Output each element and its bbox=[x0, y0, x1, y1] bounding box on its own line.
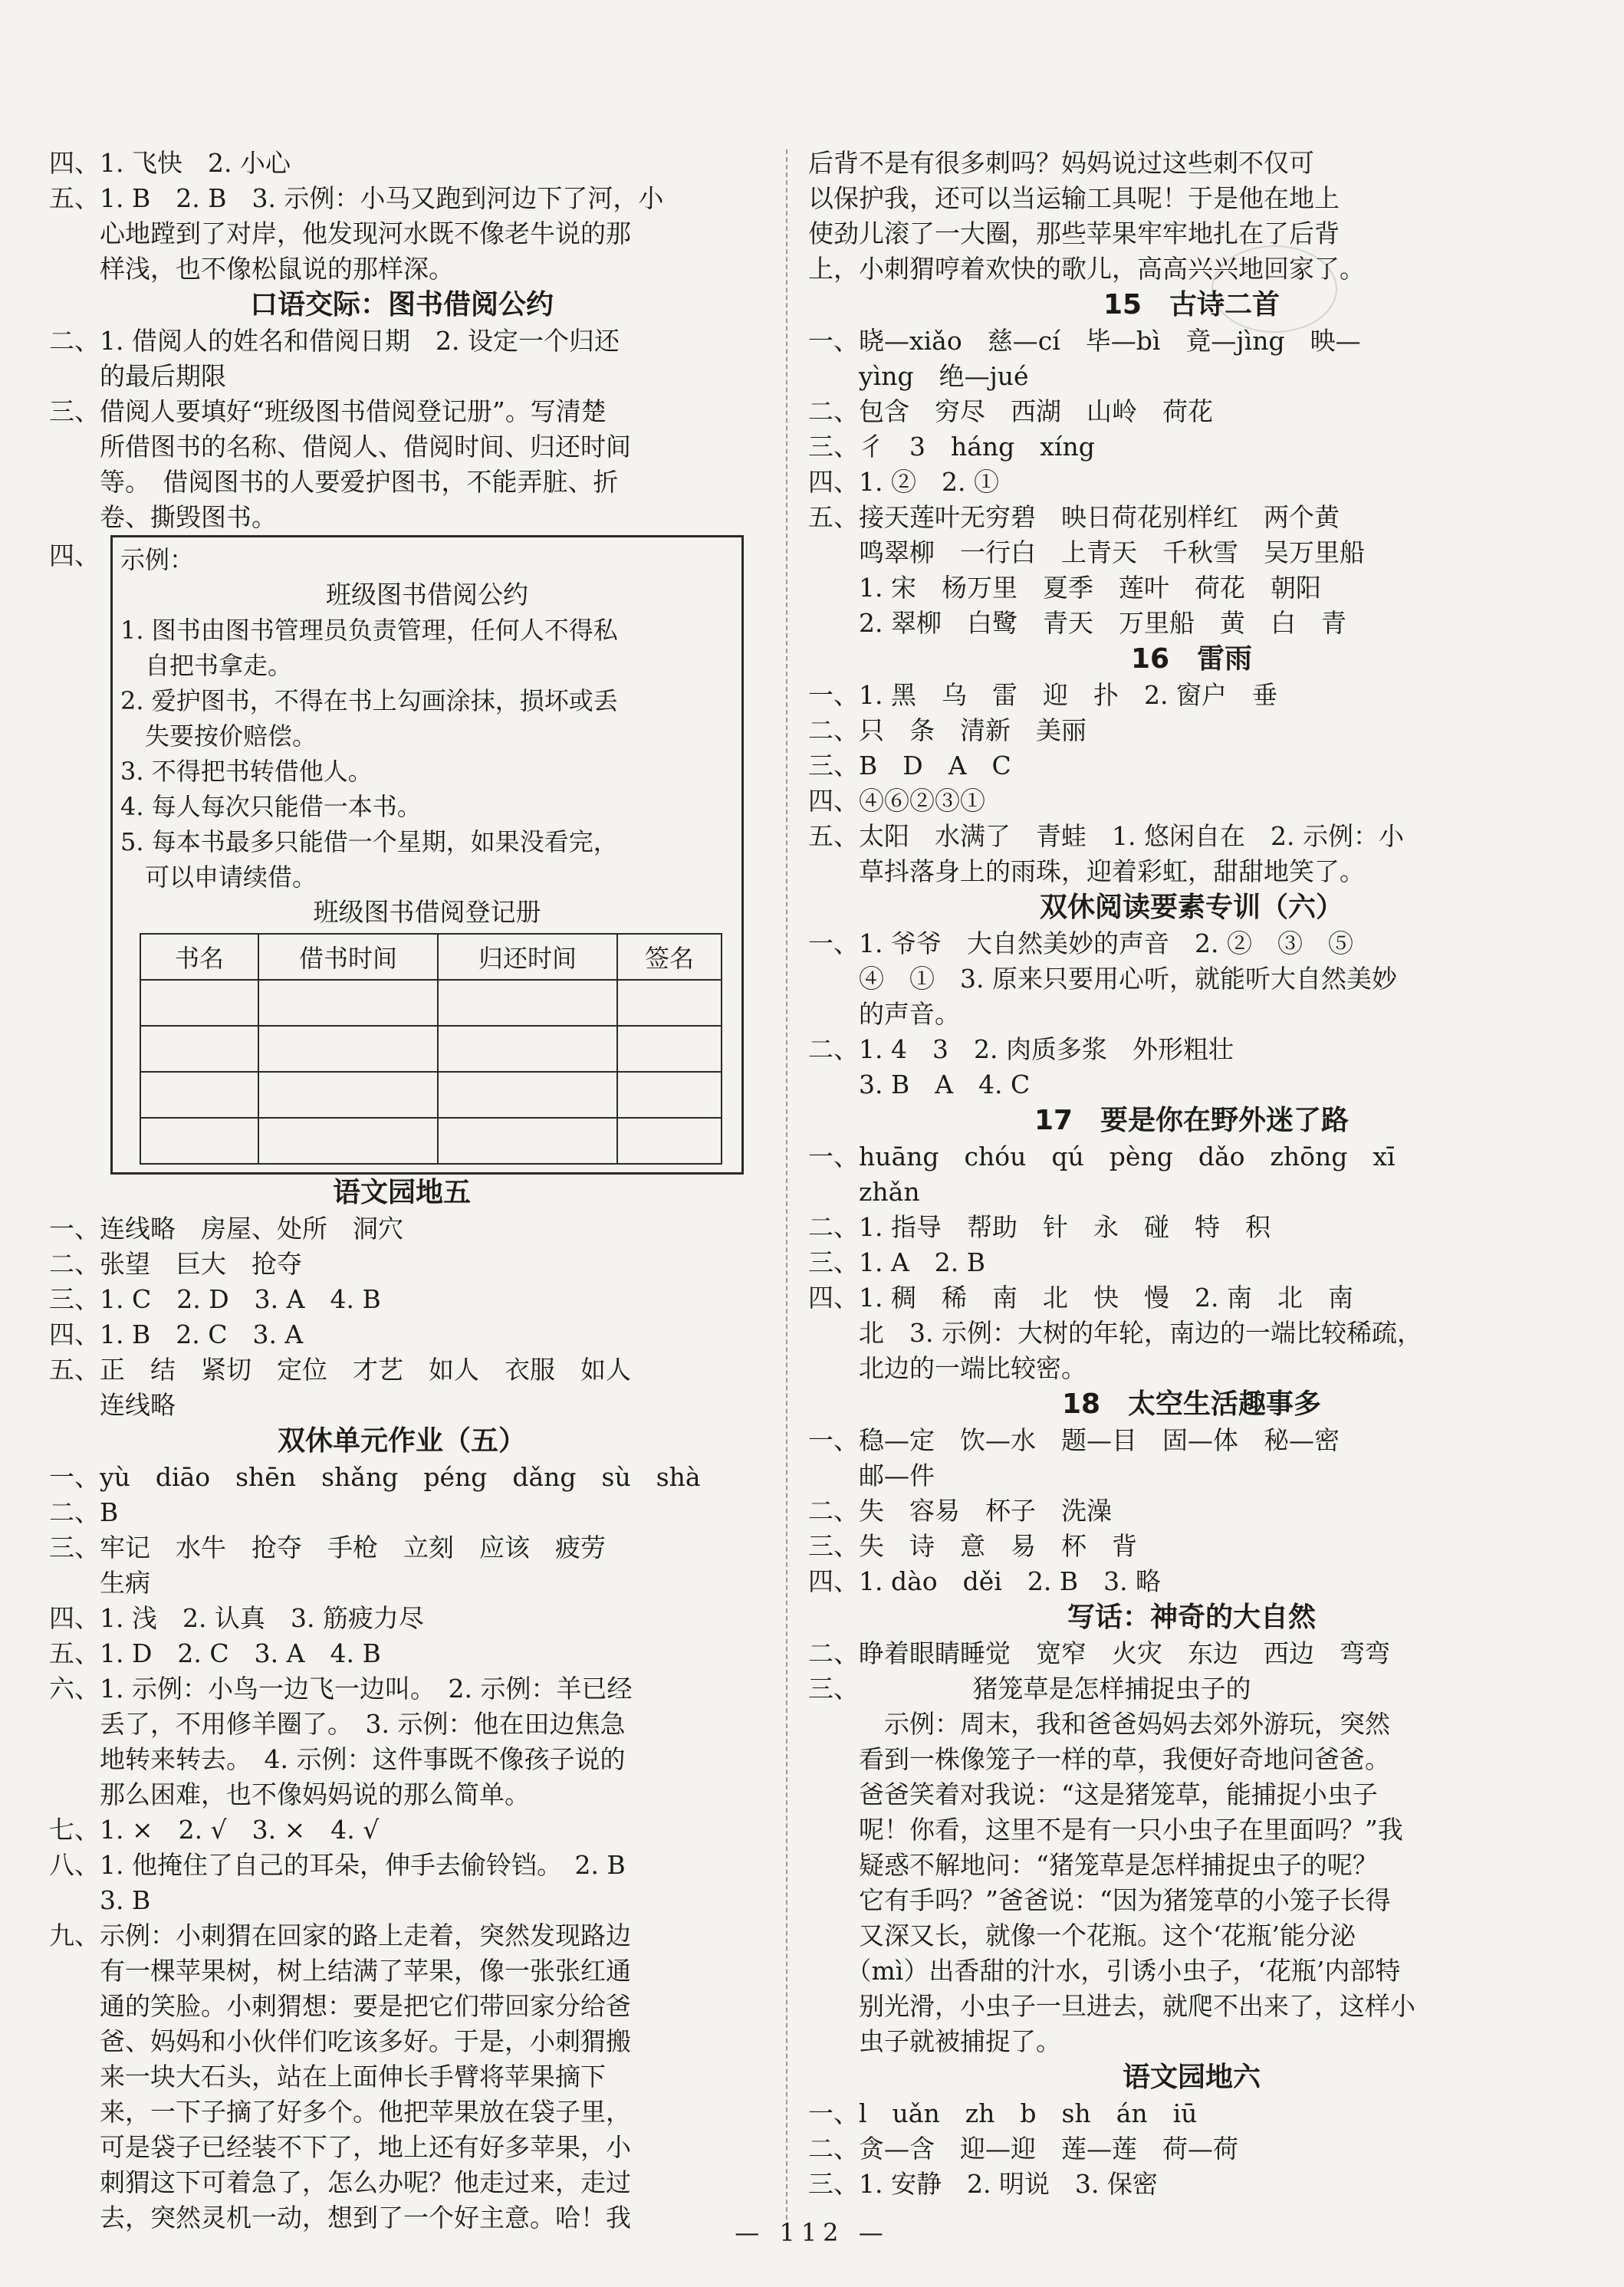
box-example-label: 示例： bbox=[120, 545, 195, 574]
section-heading: 语文园地五 bbox=[332, 1177, 471, 1208]
answer-line: 三、彳 3 háng xíng bbox=[808, 432, 1095, 462]
answers-block bbox=[808, 146, 1575, 287]
answer-line: 心地蹚到了对岸，他发现河水既不像老牛说的那 bbox=[49, 219, 631, 248]
answer-line: 那么困难，也不像妈妈说的那么简单。 bbox=[49, 1779, 530, 1809]
answer-line: 三、B D A C bbox=[808, 751, 1011, 780]
answer-line: 又深又长，就像一个花瓶。这个‘花瓶’能分泌 bbox=[808, 1921, 1356, 1950]
answer-line: 一、1. 爷爷 大自然美妙的声音 2. ② ③ ⑤ bbox=[808, 928, 1353, 958]
answer-line: zhǎn bbox=[808, 1177, 920, 1207]
right-column bbox=[808, 146, 1575, 2202]
answer-line: 有一棵苹果树，树上结满了苹果，像一张张红通 bbox=[49, 1956, 631, 1986]
answer-line: 二、只 条 清新 美丽 bbox=[808, 715, 1087, 745]
table-header: 签名 bbox=[617, 934, 722, 980]
answer-line: 所借图书的名称、借阅人、借阅时间、归还时间 bbox=[49, 432, 631, 462]
answer-line: 三、 猪笼草是怎样捕捉虫子的 bbox=[808, 1674, 1251, 1704]
answer-line: 3. B bbox=[49, 1885, 151, 1915]
table-header-row bbox=[140, 934, 722, 980]
answers-block bbox=[808, 324, 1575, 641]
answer-line: 二、包含 穷尽 西湖 山岭 荷花 bbox=[808, 396, 1213, 426]
answer-line: 一、连线略 房屋、处所 洞穴 bbox=[49, 1214, 403, 1244]
answer-line: 样浅，也不像松鼠说的那样深。 bbox=[49, 254, 454, 284]
example-box bbox=[110, 535, 744, 1175]
answer-line: 三、失 诗 意 易 杯 背 bbox=[808, 1531, 1137, 1561]
answer-line: 连线略 bbox=[49, 1390, 176, 1420]
answer-line: 二、失 容易 杯子 洗澡 bbox=[808, 1496, 1112, 1526]
answers-block bbox=[49, 1460, 754, 2236]
table-row bbox=[140, 980, 722, 1026]
rule-line: 3. 不得把书转借他人。 bbox=[120, 757, 373, 786]
answer-line: 示例：周末，我和爸爸妈妈去郊外游玩，突然 bbox=[808, 1709, 1390, 1739]
table-header: 书名 bbox=[140, 934, 258, 980]
table-header: 借书时间 bbox=[258, 934, 438, 980]
answer-line: 草抖落身上的雨珠，迎着彩虹，甜甜地笑了。 bbox=[808, 856, 1365, 886]
answer-line: 的最后期限 bbox=[49, 361, 226, 391]
section-heading: 口语交际：图书借阅公约 bbox=[249, 289, 554, 320]
answer-line: 二、1. 指导 帮助 针 永 碰 特 积 bbox=[808, 1212, 1271, 1242]
section-heading: 语文园地六 bbox=[1122, 2062, 1261, 2093]
answer-line: 三、1. A 2. B bbox=[808, 1247, 986, 1277]
rule-line: 可以申请续借。 bbox=[120, 863, 317, 892]
answer-line: 去，突然灵机一动，想到了一个好主意。哈！我 bbox=[49, 2203, 631, 2233]
section-heading: 双休单元作业（五） bbox=[277, 1425, 526, 1457]
table-row bbox=[140, 1026, 722, 1072]
answer-line: 来一块大石头，站在上面伸长手臂将苹果摘下 bbox=[49, 2062, 606, 2091]
answer-line: 八、1. 他掩住了自己的耳朵，伸手去偷铃铛。 2. B bbox=[49, 1850, 626, 1880]
section-heading: 16 雷雨 bbox=[1130, 643, 1253, 675]
answer-line: 四、1. B 2. C 3. A bbox=[49, 1319, 304, 1349]
answers-block bbox=[808, 2096, 1575, 2202]
answers-block bbox=[49, 1211, 754, 1423]
page-number: — 112 — bbox=[735, 2218, 889, 2247]
answer-line: 五、正 结 紧切 定位 才艺 如人 衣服 如人 bbox=[49, 1355, 631, 1385]
answer-line: 一、晓—xiǎo 慈—cí 毕—bì 竟—jìng 映— bbox=[808, 326, 1361, 356]
rule-line: 4. 每人每次只能借一本书。 bbox=[120, 792, 422, 821]
register-table bbox=[140, 933, 722, 1165]
answer-line: 邮—件 bbox=[808, 1461, 935, 1490]
section-heading: 15 古诗二首 bbox=[1103, 289, 1280, 320]
box-title: 班级图书借阅公约 bbox=[326, 580, 528, 610]
section-heading: 18 太空生活趣事多 bbox=[1061, 1388, 1322, 1420]
rule-line: 2. 爱护图书，不得在书上勾画涂抹，损坏或丢 bbox=[120, 686, 618, 715]
section-heading: 写话：神奇的大自然 bbox=[1067, 1602, 1316, 1633]
answers-block bbox=[49, 324, 754, 535]
answer-line: 通的笑脸。小刺猬想：要是把它们带回家分给爸 bbox=[49, 1991, 631, 2021]
section-heading: 17 要是你在野外迷了路 bbox=[1034, 1105, 1349, 1136]
answer-line: 来，一下子摘了好多个。他把苹果放在袋子里， bbox=[49, 2097, 631, 2127]
rule-line: 自把书拿走。 bbox=[120, 651, 293, 680]
answer-line: 五、1. B 2. B 3. 示例：小马又跑到河边下了河，小 bbox=[49, 183, 664, 213]
answer-line: 等。 借阅图书的人要爱护图书，不能弄脏、折 bbox=[49, 467, 619, 497]
answer-line: 以保护我，还可以当运输工具呢！于是他在地上 bbox=[808, 183, 1340, 213]
answer-line: 三、牢记 水牛 抢夺 手枪 立刻 应该 疲劳 bbox=[49, 1533, 606, 1562]
left-column bbox=[49, 146, 754, 2236]
answer-line: 1. 宋 杨万里 夏季 莲叶 荷花 朝阳 bbox=[808, 573, 1321, 603]
answers-block bbox=[808, 1636, 1575, 2059]
answer-line: 呢！你看，这里不是有一只小虫子在里面吗？”我 bbox=[808, 1815, 1403, 1845]
answer-line: 二、睁着眼睛睡觉 宽窄 火灾 东边 西边 弯弯 bbox=[808, 1638, 1390, 1668]
answer-line: 可是袋子已经装不下了，地上还有好多苹果，小 bbox=[49, 2132, 631, 2162]
answer-line: 生病 bbox=[49, 1568, 150, 1598]
answer-line: 上，小刺猬哼着欢快的歌儿，高高兴兴地回家了。 bbox=[808, 254, 1365, 284]
answers-block bbox=[808, 1423, 1575, 1599]
answer-line: 四、1. dào děi 2. B 3. 略 bbox=[808, 1566, 1162, 1596]
answer-line: 一、huāng chóu qú pèng dǎo zhōng xī bbox=[808, 1142, 1396, 1171]
answer-line: 后背不是有很多刺吗？妈妈说过这些刺不仅可 bbox=[808, 148, 1314, 178]
answer-line: 使劲儿滚了一大圈，那些苹果牢牢地扎在了后背 bbox=[808, 219, 1340, 248]
table-header: 归还时间 bbox=[438, 934, 617, 980]
answer-line: 二、贪—含 迎—迎 莲—莲 荷—荷 bbox=[808, 2134, 1238, 2164]
rule-line: 5. 每本书最多只能借一个星期，如果没看完， bbox=[120, 827, 618, 856]
answer-line: 二、1. 借阅人的姓名和借阅日期 2. 设定一个归还 bbox=[49, 326, 620, 356]
answer-line: 2. 翠柳 白鹭 青天 万里船 黄 白 青 bbox=[808, 608, 1346, 638]
table-title: 班级图书借阅登记册 bbox=[313, 897, 541, 927]
answer-line: 别光滑，小虫子一旦进去，就爬不出来了，这样小 bbox=[808, 1991, 1415, 2021]
answer-line: 三、1. C 2. D 3. A 4. B bbox=[49, 1284, 381, 1314]
answer-line: 一、1. 黑 乌 雷 迎 扑 2. 窗户 垂 bbox=[808, 680, 1277, 710]
answer-line: 的声音。 bbox=[808, 999, 960, 1029]
answers-block bbox=[808, 926, 1575, 1102]
answer-line: 五、接天莲叶无穷碧 映日荷花别样红 两个黄 bbox=[808, 502, 1340, 532]
answer-line: 九、示例：小刺猬在回家的路上走着，突然发现路边 bbox=[49, 1921, 631, 1950]
answer-line: 卷、撕毁图书。 bbox=[49, 502, 277, 532]
answer-line: 四、1. ② 2. ① bbox=[808, 467, 999, 497]
answer-line: yìng 绝—jué bbox=[808, 361, 1029, 391]
section-heading: 双休阅读要素专训（六） bbox=[1039, 892, 1343, 923]
answer-line: 虫子就被捕捉了。 bbox=[808, 2026, 1061, 2056]
rule-line: 1. 图书由图书管理员负责管理，任何人不得私 bbox=[120, 616, 618, 645]
answer-line: 北 3. 示例：大树的年轮，南边的一端比较稀疏， bbox=[808, 1318, 1422, 1348]
answer-line: 二、1. 4 3 2. 肉质多浆 外形粗壮 bbox=[808, 1034, 1234, 1064]
column-divider bbox=[786, 150, 787, 2220]
answer-line: 一、yù diāo shēn shǎng péng dǎng sù shà bbox=[49, 1462, 701, 1492]
answer-line: 四、1. 飞快 2. 小心 bbox=[49, 148, 291, 178]
answer-line: 五、1. D 2. C 3. A 4. B bbox=[49, 1638, 381, 1668]
answer-line: 七、1. × 2. √ 3. × 4. √ bbox=[49, 1815, 380, 1845]
answer-line: 鸣翠柳 一行白 上青天 千秋雪 吴万里船 bbox=[808, 537, 1365, 567]
answers-block bbox=[808, 1139, 1575, 1386]
answer-line: 六、1. 示例：小鸟一边飞一边叫。 2. 示例：羊已经 bbox=[49, 1674, 633, 1704]
answer-line: 二、B bbox=[49, 1497, 119, 1527]
answer-line: 看到一株像笼子一样的草，我便好奇地问爸爸。 bbox=[808, 1744, 1390, 1774]
answer-line: 五、太阳 水满了 青蛙 1. 悠闲自在 2. 示例：小 bbox=[808, 821, 1404, 851]
example-box-wrap bbox=[49, 535, 754, 1175]
rule-line: 失要按价赔偿。 bbox=[120, 721, 317, 751]
answers-block bbox=[808, 678, 1575, 889]
answer-line: 三、1. 安静 2. 明说 3. 保密 bbox=[808, 2169, 1158, 2199]
table-row bbox=[140, 1072, 722, 1118]
answer-line: 3. B A 4. C bbox=[808, 1070, 1031, 1099]
answer-line: 爸、妈妈和小伙伴们吃该多好。于是，小刺猬搬 bbox=[49, 2026, 631, 2056]
answer-line: 疑惑不解地问：“猪笼草是怎样捕捉虫子的呢？ bbox=[808, 1850, 1378, 1880]
answer-line: 地转来转去。 4. 示例：这件事既不像孩子说的 bbox=[49, 1744, 626, 1774]
box-prefix: 四、 bbox=[49, 541, 100, 570]
answer-line: 北边的一端比较密。 bbox=[808, 1353, 1087, 1383]
answer-line: 三、借阅人要填好“班级图书借阅登记册”。写清楚 bbox=[49, 396, 607, 426]
answer-line: 爸爸笑着对我说：“这是猪笼草，能捕捉小虫子 bbox=[808, 1779, 1378, 1809]
answer-line: 四、1. 稠 稀 南 北 快 慢 2. 南 北 南 bbox=[808, 1283, 1353, 1313]
answer-line: （mì）出香甜的汁水，引诱小虫子，‘花瓶’内部特 bbox=[808, 1956, 1401, 1986]
answer-line: 它有手吗？”爸爸说：“因为猪笼草的小笼子长得 bbox=[808, 1885, 1391, 1915]
answer-line: 一、l uǎn zh b sh án iū bbox=[808, 2098, 1198, 2128]
answer-line: 四、1. 浅 2. 认真 3. 筋疲力尽 bbox=[49, 1603, 424, 1633]
table-row bbox=[140, 1118, 722, 1164]
answer-line: 四、④⑥②③① bbox=[808, 786, 985, 816]
answer-line: ④ ① 3. 原来只要用心听，就能听大自然美妙 bbox=[808, 964, 1397, 994]
answer-line: 二、张望 巨大 抢夺 bbox=[49, 1249, 302, 1279]
answer-line: 刺猬这下可着急了，怎么办呢？他走过来，走过 bbox=[49, 2167, 631, 2197]
answer-line: 一、稳—定 饮—水 题—目 固—体 秘—密 bbox=[808, 1425, 1340, 1455]
answer-line: 丢了，不用修羊圈了。 3. 示例：他在田边焦急 bbox=[49, 1709, 626, 1739]
answers-top-left bbox=[49, 146, 754, 287]
